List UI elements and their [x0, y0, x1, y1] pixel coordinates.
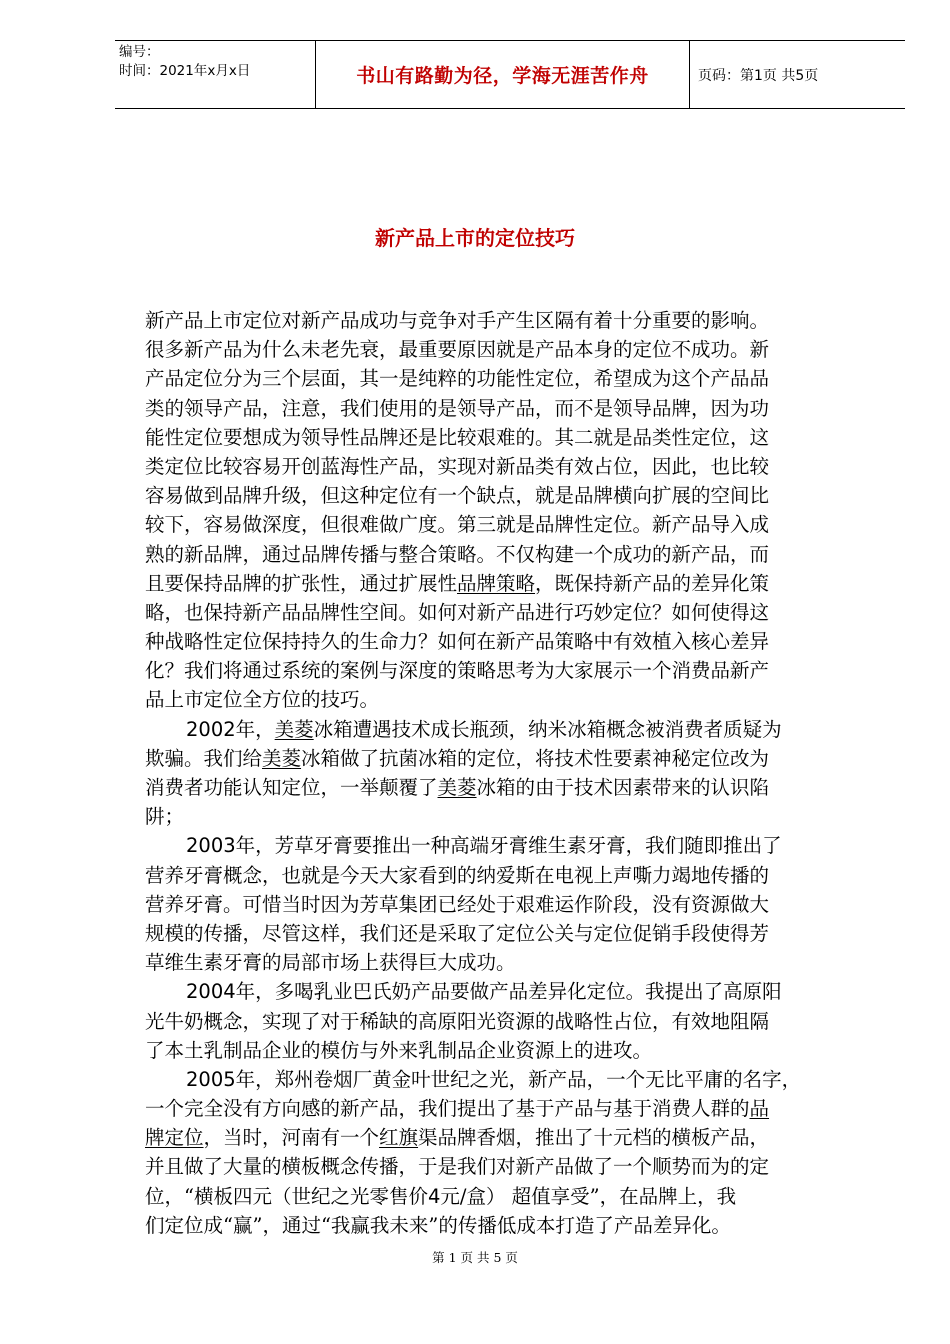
- meiling-link[interactable]: 美菱: [437, 776, 477, 799]
- text-line: [145, 1182, 890, 1211]
- text-line: 容易做到品牌升级，但这种定位有一个缺点，就是品牌横向扩展的空间比: [145, 484, 770, 508]
- text-segment: 年，: [235, 717, 275, 741]
- text-line: 类定位比较容易开创蓝海性产品，实现对新品类有效占位，因此，也比较: [145, 454, 770, 478]
- brand-positioning-link[interactable]: 品: [749, 1097, 770, 1121]
- text-line: 草维生素牙膏的局部市场上获得巨大成功。: [145, 951, 516, 975]
- text-line: 能性定位要想成为领导性品牌还是比较艰难的。其二就是品类性定位，这: [145, 425, 770, 449]
- meiling-link[interactable]: 美菱: [274, 717, 314, 741]
- text-line: [145, 977, 890, 1006]
- text-segment: ，当时，河南有一个: [203, 1126, 380, 1150]
- document-title: 新产品上市的定位技巧: [375, 226, 575, 250]
- text-line: 种战略性定位保持持久的生命力？如何在新产品策略中有效植入核心差异: [145, 630, 770, 654]
- text-segment: 年，郑州卷烟厂黄金叶世纪之光，新产品，一个无比平庸的名字，: [235, 1067, 802, 1091]
- text-line: [145, 569, 890, 598]
- text-line: [145, 773, 890, 802]
- header-page-label: 页码：第1页 共5页: [698, 67, 819, 84]
- text-line: 了本土乳制品企业的模仿与外来乳制品企业资源上的进攻。: [145, 1038, 653, 1062]
- text-segment: 冰箱的由于技术因素带来的认识陷: [476, 776, 770, 799]
- text-line: 营养牙膏概念，也就是今天大家看到的纳爱斯在电视上声嘶力竭地传播的: [145, 863, 770, 887]
- text-line: 很多新产品为什么未老先衰，最重要原因就是产品本身的定位不成功。新: [145, 338, 770, 362]
- text-line: [145, 744, 890, 773]
- text-segment: 且要保持品牌的扩张性，通过扩展性: [145, 571, 458, 595]
- text-line: 较下，容易做深度，但很难做广度。第三就是品牌性定位。新产品导入成: [145, 513, 770, 537]
- time-label: 时间：2021年x月x日: [119, 63, 251, 79]
- text-segment: 年，多喝乳业巴氏奶产品要做产品差异化定位。我提出了高原阳: [235, 980, 782, 1004]
- header-motto: 书山有路勤为径，学海无涯苦作舟: [316, 41, 690, 108]
- text-segment: 欺骗。我们给: [145, 746, 263, 770]
- text-segment: 一个完全没有方向感的新产品，我们提出了基于产品与基于消费人群的: [145, 1097, 750, 1121]
- year-2004: 2004: [186, 980, 236, 1004]
- year-2005: 2005: [186, 1067, 236, 1091]
- text-line: 阱；: [145, 805, 185, 829]
- text-segment: ，既保持新产品的差异化策: [535, 571, 770, 595]
- text-segment: 元/盒） 超值享受”，在品牌上，我: [440, 1184, 737, 1208]
- text-segment: 年，芳草牙膏要推出一种高端牙膏维生素牙膏，我们随即推出了: [235, 834, 782, 858]
- header-table: [115, 40, 905, 109]
- text-line: [145, 831, 890, 860]
- text-segment: 位，“横板四元（世纪之光零售价: [145, 1184, 428, 1208]
- text-segment: 冰箱做了抗菌冰箱的定位，将技术性要素神秘定位改为: [301, 746, 770, 770]
- price-number: 4: [427, 1184, 441, 1208]
- text-line: 类的领导产品，注意，我们使用的是领导产品，而不是领导品牌，因为功: [145, 396, 770, 420]
- text-line: [145, 1094, 890, 1123]
- text-line: 们定位成“赢”，通过“我赢我未来”的传播低成本打造了产品差异化。: [145, 1213, 731, 1237]
- year-2002: 2002: [186, 717, 236, 741]
- brand-strategy-link[interactable]: 品牌策略: [457, 571, 536, 595]
- text-segment: 冰箱遭遇技术成长瓶颈，纳米冰箱概念被消费者质疑为: [313, 717, 782, 741]
- hongqi-link[interactable]: 红旗: [379, 1126, 419, 1150]
- text-segment: 消费者功能认知定位，一举颠覆了: [145, 776, 438, 799]
- year-2003: 2003: [186, 834, 236, 858]
- header-meta-cell: [115, 41, 316, 108]
- brand-positioning-link[interactable]: 牌定位: [145, 1126, 204, 1150]
- text-line: 产品定位分为三个层面，其一是纯粹的功能性定位，希望成为这个产品品: [145, 367, 770, 391]
- text-segment: 渠品牌香烟，推出了十元档的横板产品，: [418, 1126, 770, 1150]
- page-footer: 第 1 页 共 5 页: [432, 1250, 518, 1265]
- text-line: 规模的传播，尽管这样，我们还是采取了定位公关与定位促销手段使得芳: [145, 921, 770, 945]
- text-line: 略，也保持新产品品牌性空间。如何对新产品进行巧妙定位？如何使得这: [145, 600, 770, 624]
- text-line: [145, 715, 890, 744]
- text-line: 品上市定位全方位的技巧。: [145, 688, 380, 712]
- text-line: 新产品上市定位对新产品成功与竞争对手产生区隔有着十分重要的影响。: [145, 309, 770, 332]
- text-line: [145, 1123, 890, 1152]
- text-line: 化？我们将通过系统的案例与深度的策略思考为大家展示一个消费品新产: [145, 659, 770, 683]
- meiling-link[interactable]: 美菱: [262, 746, 302, 770]
- text-line: 熟的新品牌，通过品牌传播与整合策略。不仅构建一个成功的新产品，而: [145, 542, 770, 566]
- text-line: 营养牙膏。可惜当时因为芳草集团已经处于艰难运作阶段，没有资源做大: [145, 892, 770, 916]
- text-line: [145, 1065, 890, 1094]
- number-label: 编号：: [119, 44, 160, 60]
- document-body: [145, 306, 890, 1240]
- text-line: 并且做了大量的横板概念传播，于是我们对新产品做了一个顺势而为的定: [145, 1155, 770, 1179]
- text-line: 光牛奶概念，实现了对于稀缺的高原阳光资源的战略性占位，有效地阻隔: [145, 1009, 770, 1033]
